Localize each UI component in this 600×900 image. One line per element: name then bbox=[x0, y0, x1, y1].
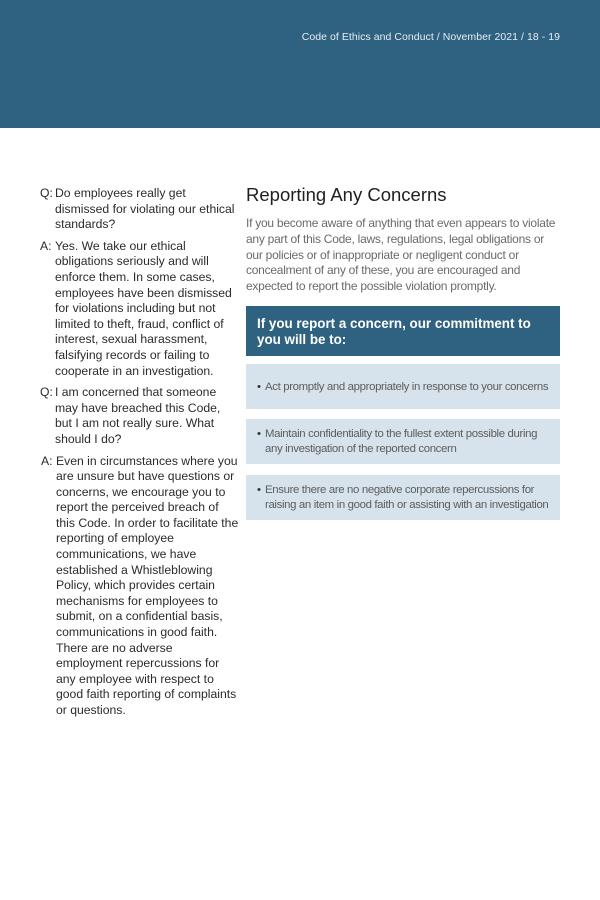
bullet-icon: • bbox=[257, 381, 261, 393]
commitment-item-1 bbox=[246, 364, 560, 409]
commitment-text: Ensure there are no negative corporate repercussions for raising an item in good faith or assisting with an investigation bbox=[265, 484, 549, 511]
section-intro: If you become aware of anything that even appears to violate any part of this Code, laws, regulations, legal obligations or our policies or of inappropriate or negligent conduct or concealment of any of these, you are encouraged and expected to report the possible violation promptly. bbox=[246, 216, 556, 294]
question-prefix: Q: bbox=[40, 385, 53, 400]
bullet-icon: • bbox=[257, 428, 261, 440]
question-text: I am concerned that someone may have breached this Code, but I am not really sure. What should I do? bbox=[55, 385, 221, 446]
faq-column bbox=[40, 186, 240, 725]
page-header-band bbox=[0, 0, 600, 128]
faq-question-1 bbox=[40, 186, 240, 233]
commitment-text: Maintain confidentiality to the fullest extent possible during any investigation of the reported concern bbox=[265, 428, 538, 455]
commitment-text: Act promptly and appropriately in response to your concerns bbox=[265, 381, 549, 393]
commitment-heading: If you report a concern, our commitment to you will be to: bbox=[257, 316, 531, 347]
question-text: Do employees really get dismissed for violating our ethical standards? bbox=[55, 186, 235, 232]
commitment-item-2 bbox=[246, 419, 560, 464]
faq-question-2 bbox=[40, 385, 240, 447]
running-header: Code of Ethics and Conduct / November 2021 / 18 - 19 bbox=[301, 31, 560, 43]
faq-answer-2 bbox=[40, 454, 240, 719]
answer-prefix: A: bbox=[40, 238, 52, 253]
faq-answer-1 bbox=[40, 239, 240, 379]
bullet-icon: • bbox=[257, 484, 261, 496]
commitment-heading-box bbox=[246, 306, 560, 356]
question-prefix: Q: bbox=[40, 186, 53, 200]
reporting-section bbox=[246, 184, 562, 295]
section-title: Reporting Any Concerns bbox=[246, 184, 447, 205]
answer-prefix: A: bbox=[41, 453, 53, 468]
commitment-item-3 bbox=[246, 475, 560, 520]
answer-text: Yes. We take our ethical obligations seriously and will enforce them. In some cases, employees have been dismissed for violations including but not limited to theft, fraud, conflict of interest, sexual harassment, falsifying records or failing to cooperate in an investigation. bbox=[55, 238, 232, 378]
answer-text: Even in circumstances where you are unsure but have questions or concerns, we encourage you to report the perceived breach of this Code. In order to facilitate the reporting of employee communications, we have established a Whistleblowing Policy, which provides certain mechanisms for employees to submit, on a confidential basis, communications in good faith. There are no adverse employment repercussions for any employee with respect to good faith reporting of complaints or questions. bbox=[56, 453, 239, 717]
